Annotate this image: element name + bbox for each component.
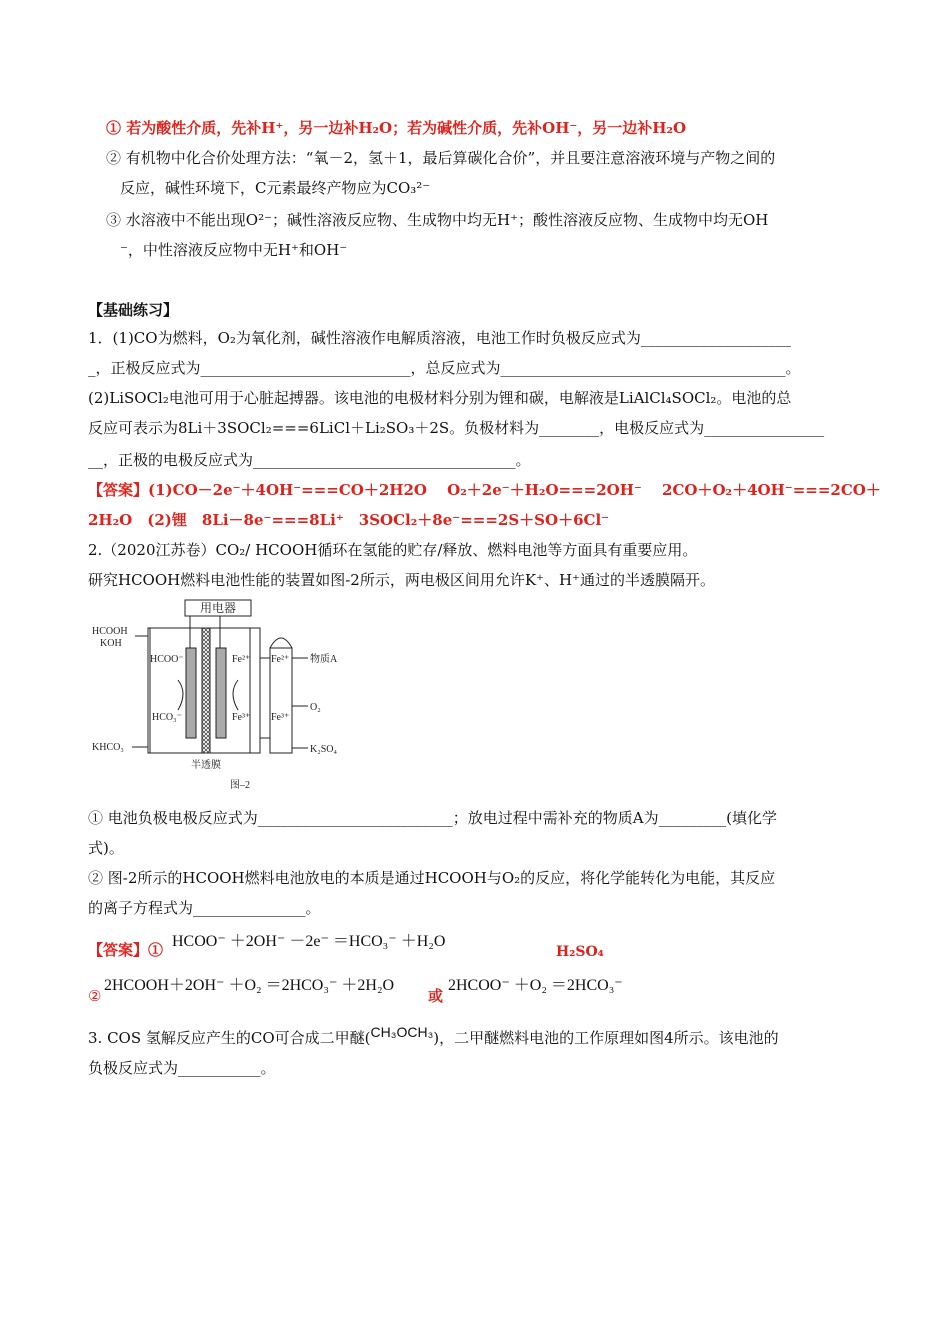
label-k2so4: K₂SO₄ <box>310 744 337 755</box>
q2-line-1: 2.（2020江苏卷）CO₂/ HCOOH循环在氢能的贮存/释放、燃料电池等方面具有重要应用。 <box>88 541 698 559</box>
q1-line-3: (2)LiSOCl₂电池可用于心脏起搏器。该电池的电极材料分别为锂和碳，电解液是LiAlCl₄SOCl₂。电池的总 <box>88 389 792 407</box>
q2-sub-1-cont: 式)。 <box>88 839 124 857</box>
q2-sub-1: ① 电池负极电极反应式为__________________________；放电过程中需补充的物质A为_________(填化学 <box>88 809 777 827</box>
answer-2-h2so4: H₂SO₄ <box>556 944 604 960</box>
note-2: ② 有机物中化合价处理方法：“氧－2，氢＋1，最后算碳化合价”，并且要注意溶液环境与产物之间的 <box>106 149 776 167</box>
answer-1-line-2: 2H₂O (2)锂 8Li－8e⁻===8Li⁺ 3SOCl₂＋8e⁻===2S＋SO＋6Cl⁻ <box>88 511 610 529</box>
q3-after: )，二甲醚燃料电池的工作原理如图4所示。该电池的 <box>433 1029 779 1047</box>
label-khco3: KHCO₃ <box>92 742 124 753</box>
q2-sub-2: ② 图-2所示的HCOOH燃料电池放电的本质是通过HCOOH与O₂的反应，将化学能转化为电能，其反应 <box>88 869 776 887</box>
label-fe2-right: Fe²⁺ <box>271 654 290 665</box>
answer-2-circle2: ② <box>88 987 102 1005</box>
membrane <box>202 628 210 753</box>
label-hco3: HCO₃⁻ <box>152 712 182 723</box>
label-fe2-left: Fe²⁺ <box>232 654 251 665</box>
answer-2-eq1: HCOO⁻ ＋2OH⁻ －2e⁻ ＝HCO₃⁻ ＋H₂O <box>172 933 446 950</box>
q3-before: 3. COS 氢解反应产生的CO可合成二甲醚( <box>88 1029 371 1047</box>
q1-line-1: 1．(1)CO为燃料，O₂为氧化剂，碱性溶液作电解质溶液，电池工作时负极反应式为____________________ <box>88 329 791 347</box>
cathode <box>216 648 226 738</box>
answer-1-line-1: 【答案】(1)CO－2e⁻＋4OH⁻===CO＋2H2O O₂＋2e⁻＋H₂O===2OH⁻ 2CO＋O₂＋4OH⁻===2CO＋ <box>88 481 881 499</box>
note-3: ③ 水溶液中不能出现O²⁻；碱性溶液反应物、生成物中均无H⁺；酸性溶液反应物、生成物中均无OH <box>106 211 769 229</box>
note-1: ① 若为酸性介质，先补H⁺，另一边补H₂O；若为碱性介质，先补OH⁻，另一边补H₂O <box>106 119 687 137</box>
section-title: 【基础练习】 <box>88 301 179 319</box>
label-o2: O₂ <box>310 702 321 713</box>
answer-2-eq2: 2HCOOH＋2OH⁻ ＋O₂ ＝2HCO₃⁻ ＋2H₂O <box>104 977 395 994</box>
label-hcoo: HCOO⁻ <box>150 654 184 665</box>
q3-line-1 <box>88 1024 779 1048</box>
anode <box>186 648 196 738</box>
figure-caption: 图–2 <box>230 780 250 791</box>
label-substance-a: 物质A <box>310 654 338 665</box>
q1-line-4: 反应可表示为8Li＋3SOCl₂===6LiCl＋Li₂SO₃＋2S。负极材料为________，电极反应式为________________ <box>88 419 825 437</box>
q2-line-2: 研究HCOOH燃料电池性能的装置如图-2所示，两电极区间用允许K⁺、H⁺通过的半透膜隔开。 <box>88 571 715 589</box>
device-label: 用电器 <box>199 601 237 615</box>
label-hcooh: HCOOH <box>92 626 128 637</box>
q1-line-2: _，正极反应式为____________________________，总反应式为______________________________________。 <box>88 359 801 377</box>
label-fe3-left: Fe³⁺ <box>232 712 251 723</box>
curve-arrow-right <box>233 680 238 710</box>
answer-2-label: 【答案】① <box>88 941 164 959</box>
answer-2-eq3: 2HCOO⁻ ＋O₂ ＝2HCO₃⁻ <box>448 977 623 994</box>
label-koh: KOH <box>100 638 122 649</box>
fuel-cell-figure <box>90 598 360 794</box>
label-fe3-right: Fe³⁺ <box>271 712 290 723</box>
q1-line-5: __，正极的电极反应式为___________________________________。 <box>88 451 531 469</box>
q3-formula: CH₃OCH₃ <box>370 1024 434 1040</box>
note-2-cont: 反应，碱性环境下，C元素最终产物应为CO₃²⁻ <box>120 179 431 197</box>
q3-line-2: 负极反应式为___________。 <box>88 1059 276 1077</box>
label-membrane: 半透膜 <box>191 760 221 771</box>
curve-arrow-left <box>178 680 183 710</box>
answer-2-or: 或 <box>428 987 444 1005</box>
note-3-cont: ⁻，中性溶液反应物中无H⁺和OH⁻ <box>120 241 348 259</box>
q2-sub-2-cont: 的离子方程式为_______________。 <box>88 899 321 917</box>
